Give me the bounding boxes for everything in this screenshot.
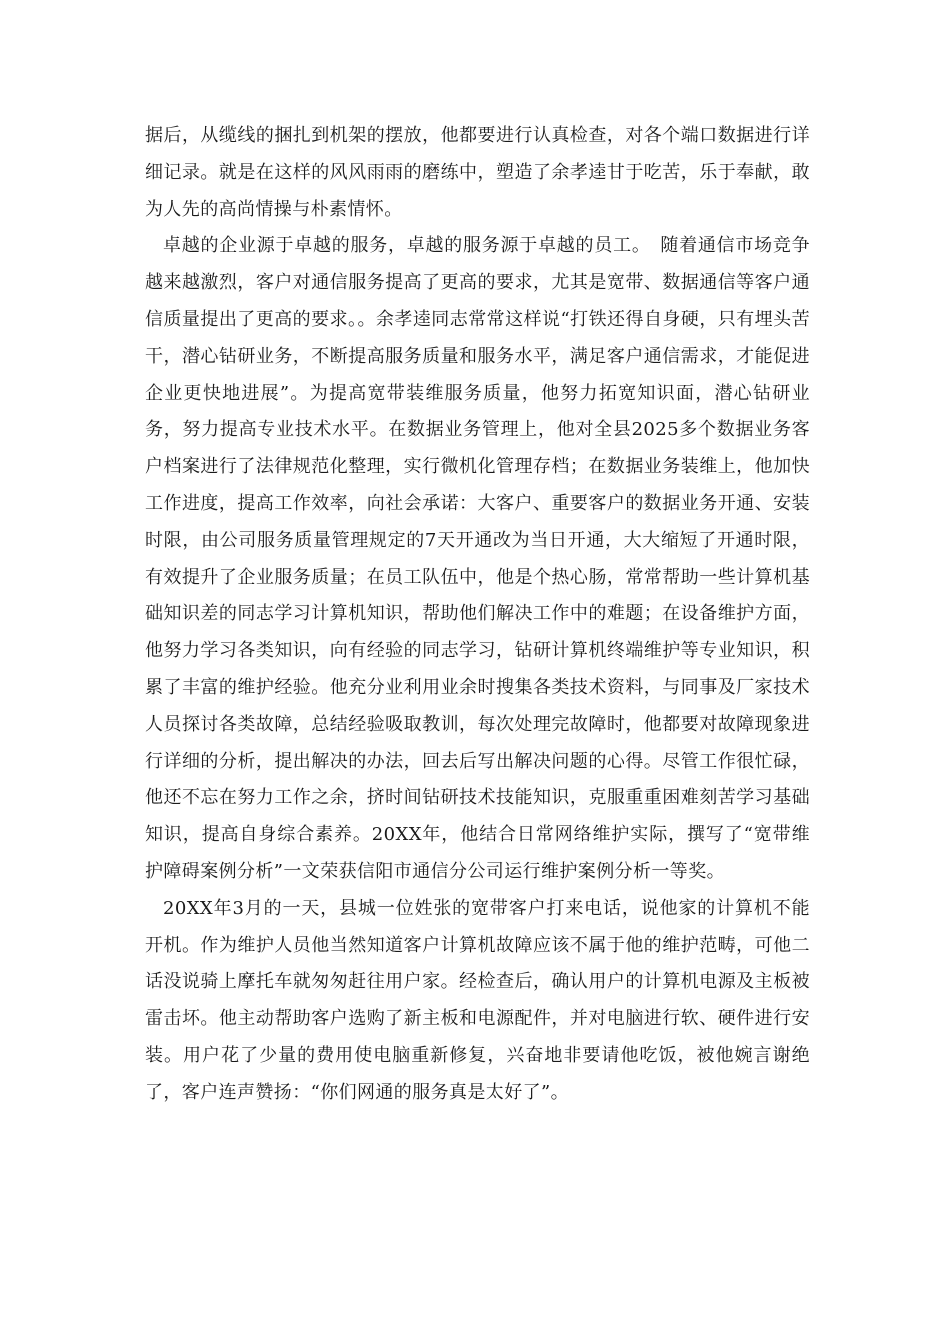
body-text xyxy=(145,118,810,1112)
paragraph-3: 20XX年3月的一天，县城一位姓张的宽带客户打来电话，说他家的计算机不能开机。作为维护人员他当然知道客户计算机故障应该不属于他的维护范畴，可他二话没说骑上摩托车就匆匆赶往用户家。经检查后，确认用户的计算机电源及主板被雷击坏。他主动帮助客户选购了新主板和电源配件，并对电脑进行软、硬件进行安装。用户花了少量的费用使电脑重新修复，兴奋地非要请他吃饭，被他婉言谢绝了，客户连声赞扬：“你们网通的服务真是太好了”。 xyxy=(145,897,810,1103)
paragraph-1: 据后，从缆线的捆扎到机架的摆放，他都要进行认真检查，对各个端口数据进行详细记录。就是在这样的风风雨雨的磨练中，塑造了余孝逵甘于吃苦，乐于奉献，敢为人先的高尚情操与朴素情怀。 xyxy=(145,125,810,220)
paragraph-2: 卓越的企业源于卓越的服务，卓越的服务源于卓越的员工。 随着通信市场竞争越来越激烈，客户对通信服务提高了更高的要求，尤其是宽带、数据通信等客户通信质量提出了更高的要求。。余孝逵同志常常这样说“打铁还得自身硬，只有埋头苦干，潜心钻研业务，不断提高服务质量和服务水平，满足客户通信需求，才能促进企业更快地进展”。为提高宽带装维服务质量，他努力拓宽知识面，潜心钻研业务，努力提高专业技术水平。在数据业务管理上，他对全县2025多个数据业务客户档案进行了法律规范化整理，实行微机化管理存档；在数据业务装维上，他加快工作进度，提高工作效率，向社会承诺：大客户、重要客户的数据业务开通、安装时限，由公司服务质量管理规定的7天开通改为当日开通，大大缩短了开通时限，有效提升了企业服务质量；在员工队伍中，他是个热心肠，常常帮助一些计算机基础知识差的同志学习计算机知识，帮助他们解决工作中的难题；在设备维护方面，他努力学习各类知识，向有经验的同志学习，钻研计算机终端维护等专业知识，积累了丰富的维护经验。他充分业利用业余时搜集各类技术资料，与同事及厂家技术人员探讨各类故障，总结经验吸取教训，每次处理完故障时，他都要对故障现象进行详细的分析，提出解决的办法，回去后写出解决问题的心得。尽管工作很忙碌，他还不忘在努力工作之余，挤时间钻研技术技能知识，克服重重困难刻苦学习基础知识，提高自身综合素养。20XX年，他结合日常网络维护实际，撰写了“宽带维护障碍案例分析”一文荣获信阳市通信分公司运行维护案例分析一等奖。 xyxy=(145,235,810,882)
